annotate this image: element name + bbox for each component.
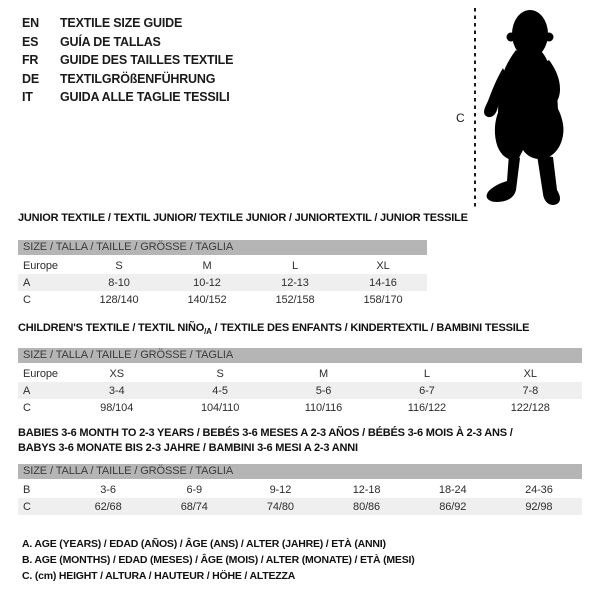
footnote-a: A. AGE (YEARS) / EDAD (AÑOS) / ÂGE (ANS) / ALTER (JAHRE) / ETÀ (ANNI)	[22, 538, 386, 550]
value-cell: 92/98	[525, 500, 553, 513]
lang-row-en	[22, 14, 233, 33]
value-cell: 4-5	[212, 384, 228, 397]
value-cell: 3-4	[108, 384, 125, 397]
footnote-b: B. AGE (MONTHS) / EDAD (MESES) / ÂGE (MOIS) / ALTER (MONATE) / ETÀ (MESI)	[22, 554, 415, 566]
footnote-legend	[22, 536, 415, 584]
size-cell: S	[115, 259, 123, 272]
row-label: C	[23, 293, 31, 306]
lang-code: IT	[22, 90, 33, 104]
value-cell: 6-9	[186, 483, 203, 496]
lang-code: FR	[22, 53, 39, 67]
size-cell: S	[216, 367, 224, 380]
value-cell: 116/122	[407, 401, 447, 414]
size-cell: M	[318, 367, 329, 380]
row-label: Europe	[23, 259, 58, 272]
lang-code: DE	[22, 71, 39, 86]
value-cell: 62/68	[94, 500, 122, 513]
size-header-band: SIZE / TALLA / TAILLE / GRÖSSE / TAGLIA	[18, 464, 582, 479]
value-cell: 152/158	[275, 293, 315, 306]
size-cell: M	[202, 259, 212, 272]
measurement-figure	[450, 0, 600, 215]
table-row	[18, 481, 582, 498]
lang-title: GUIDE DES TAILLES TEXTILE	[60, 53, 234, 67]
lang-title: GUÍA DE TALLAS	[60, 34, 161, 49]
value-cell: 18-24	[438, 483, 467, 496]
value-cell: 6-7	[419, 384, 435, 397]
table-row	[18, 399, 582, 416]
table-row	[18, 365, 582, 382]
value-cell: 3-6	[100, 483, 116, 496]
size-header-band: SIZE / TALLA / TAILLE / GRÖSSE / TAGLIA	[18, 348, 582, 363]
children-table	[18, 348, 582, 416]
value-cell: 12-13	[281, 276, 309, 289]
value-cell: 140/152	[187, 293, 227, 306]
lang-code: ES	[22, 34, 39, 49]
value-cell: 9-12	[269, 483, 292, 496]
babies-table	[18, 464, 582, 515]
children-table-title	[18, 321, 529, 339]
value-cell: 128/140	[99, 293, 139, 306]
value-cell: 122/128	[510, 401, 550, 414]
toddler-silhouette-svg	[450, 0, 600, 215]
title-part: CHILDREN'S TEXTILE / TEXTIL NIÑO	[18, 322, 205, 334]
height-measure-label: C	[456, 111, 465, 125]
lang-code: EN	[22, 16, 39, 30]
language-title-list	[22, 14, 233, 107]
value-cell: 12-18	[352, 483, 381, 496]
babies-title-line2: BABYS 3-6 MONATE BIS 2-3 JAHRE / BAMBINI 3-6 MESI A 2-3 ANNI	[18, 442, 358, 454]
size-cell: L	[423, 367, 430, 380]
value-cell: 86/92	[439, 500, 467, 513]
table-row	[18, 291, 427, 308]
value-cell: 80/86	[353, 500, 381, 513]
row-label: C	[23, 401, 31, 414]
value-cell: 10-12	[193, 276, 221, 289]
value-cell: 158/170	[363, 293, 403, 306]
row-label: A	[23, 276, 31, 289]
lang-row-fr	[22, 51, 233, 70]
value-cell: 8-10	[108, 276, 130, 289]
babies-table-title	[18, 426, 513, 456]
junior-table	[18, 240, 427, 308]
size-cell: XL	[376, 259, 390, 272]
value-cell: 74/80	[266, 500, 294, 513]
table-row	[18, 257, 427, 274]
babies-title-line1: BABIES 3-6 MONTH TO 2-3 YEARS / BEBÉS 3-6 MESES A 2-3 AÑOS / BÉBÉS 3-6 MOIS À 2-3 ANS /	[18, 427, 513, 439]
value-cell: 5-6	[315, 384, 332, 397]
lang-title: TEXTILE SIZE GUIDE	[60, 16, 183, 30]
value-cell: 104/110	[200, 401, 240, 414]
size-cell: XS	[109, 367, 124, 380]
footnote-c: C. (cm) HEIGHT / ALTURA / HAUTEUR / HÖHE / ALTEZZA	[22, 570, 296, 582]
table-row	[18, 382, 582, 399]
value-cell: 110/116	[304, 401, 343, 414]
value-cell: 24-36	[525, 483, 553, 496]
table-row	[18, 274, 427, 291]
lang-row-es	[22, 33, 233, 52]
row-label: A	[23, 384, 31, 397]
value-cell: 68/74	[180, 500, 208, 513]
size-cell: L	[291, 259, 299, 272]
value-cell: 7-8	[522, 384, 539, 397]
size-header-band: SIZE / TALLA / TAILLE / GRÖSSE / TAGLIA	[18, 240, 427, 255]
table-row	[18, 498, 582, 515]
lang-row-it	[22, 88, 233, 107]
row-label: B	[23, 483, 31, 496]
lang-row-de	[22, 70, 233, 89]
row-label: Europe	[23, 367, 58, 380]
size-cell: XL	[523, 367, 537, 380]
value-cell: 98/104	[100, 401, 134, 414]
row-label: C	[23, 500, 31, 513]
toddler-silhouette	[484, 10, 563, 205]
junior-table-title: JUNIOR TEXTILE / TEXTIL JUNIOR/ TEXTILE JUNIOR / JUNIORTEXTIL / JUNIOR TESSILE	[18, 212, 468, 224]
lang-title: TEXTILGRÖßENFÜHRUNG	[60, 71, 216, 86]
title-part: / TEXTILE DES ENFANTS / KINDERTEXTIL / BAMBINI TESSILE	[211, 322, 530, 334]
lang-title: GUIDA ALLE TAGLIE TESSILI	[60, 90, 230, 104]
title-subscript: /A	[204, 327, 212, 337]
value-cell: 14-16	[369, 276, 397, 289]
